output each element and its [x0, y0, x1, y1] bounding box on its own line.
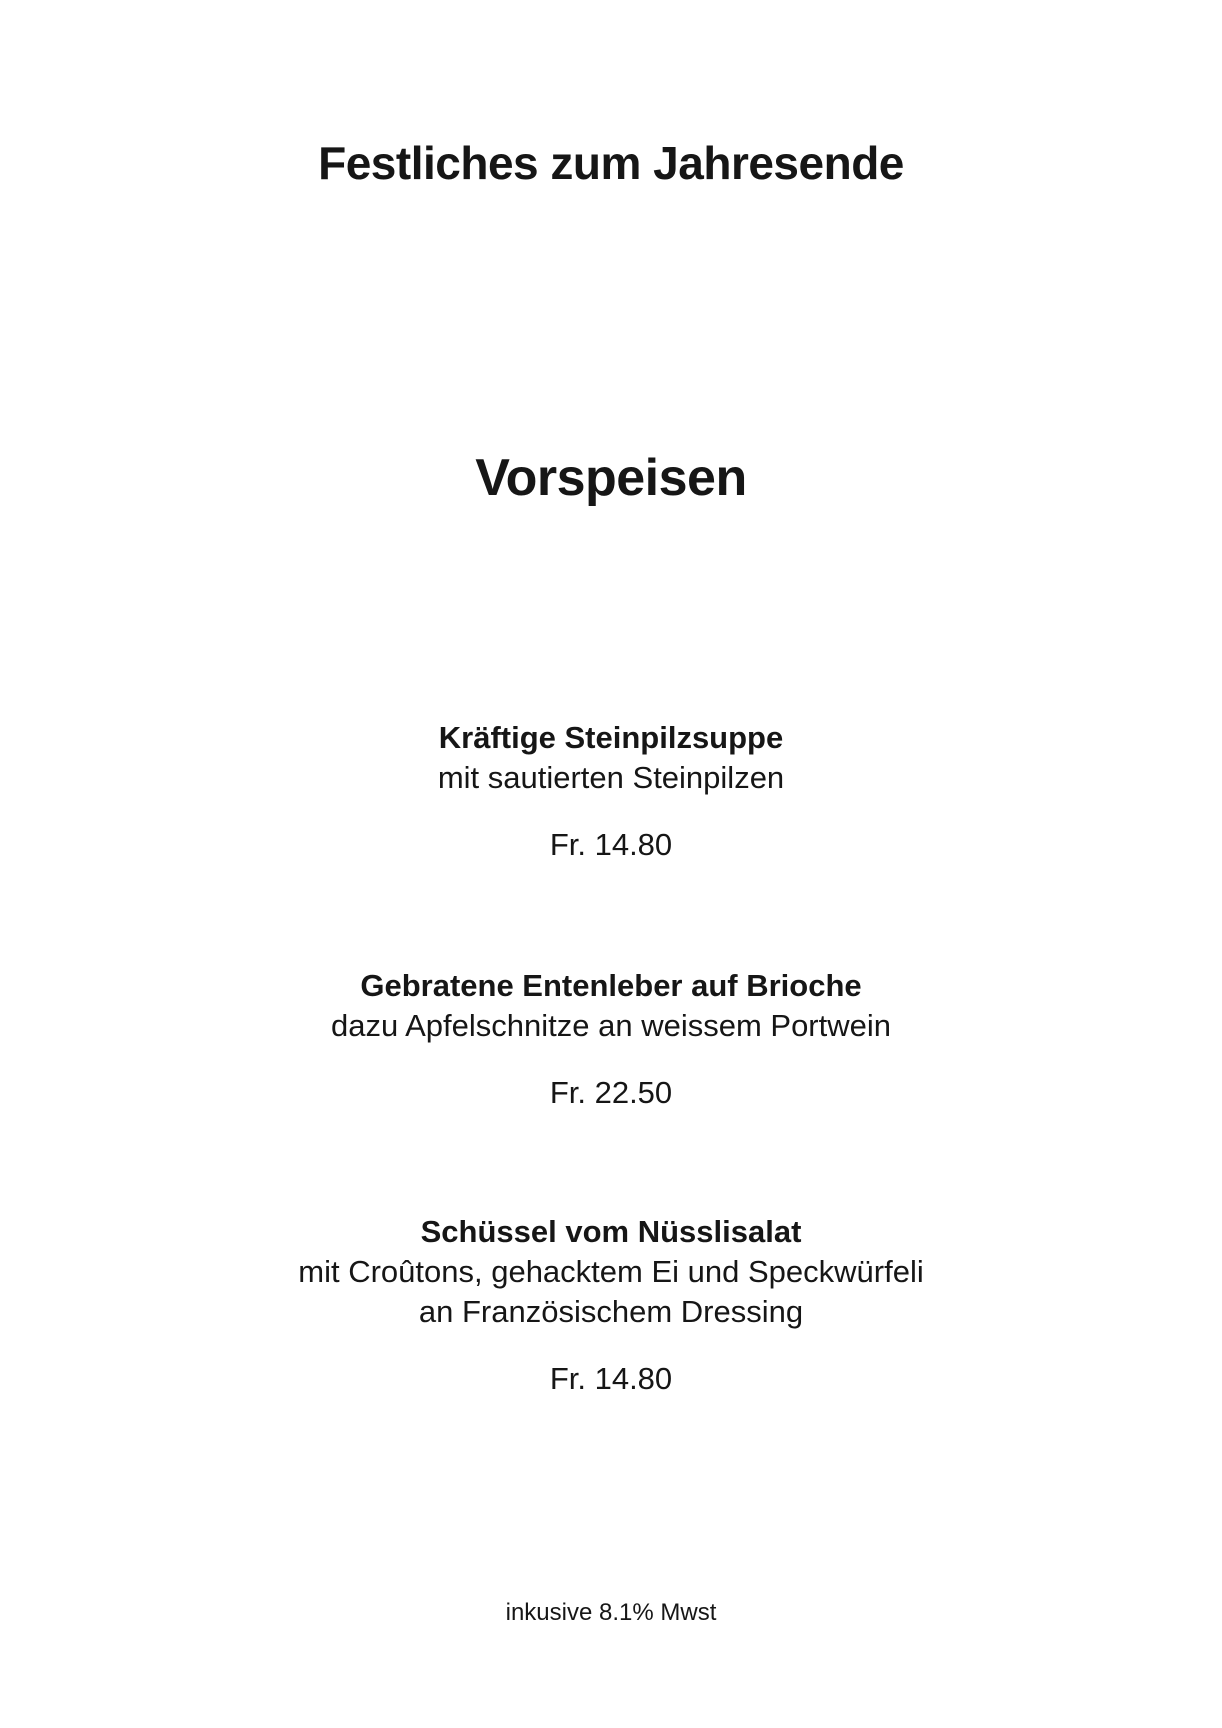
item-description-line: mit Croûtons, gehacktem Ei und Speckwürfeli — [298, 1254, 924, 1289]
item-name: Schüssel vom Nüsslisalat — [420, 1214, 802, 1249]
menu-title: Festliches zum Jahresende — [318, 137, 904, 189]
item-description-line: an Französischem Dressing — [418, 1294, 804, 1329]
menu-item-nuesslisalat — [0, 1212, 1222, 1399]
item-price: Fr. 14.80 — [549, 1361, 673, 1396]
item-name: Kräftige Steinpilzsuppe — [438, 720, 784, 755]
item-description-line: mit sautierten Steinpilzen — [437, 760, 785, 795]
item-price: Fr. 14.80 — [549, 827, 673, 862]
item-price: Fr. 22.50 — [549, 1075, 673, 1110]
menu-item-entenleber — [0, 966, 1222, 1113]
menu-item-steinpilzsuppe — [0, 718, 1222, 865]
item-name: Gebratene Entenleber auf Brioche — [360, 968, 862, 1003]
section-heading-vorspeisen: Vorspeisen — [475, 449, 747, 507]
item-description-line: dazu Apfelschnitze an weissem Portwein — [330, 1008, 891, 1043]
vat-footer-note: inkusive 8.1% Mwst — [505, 1599, 717, 1626]
